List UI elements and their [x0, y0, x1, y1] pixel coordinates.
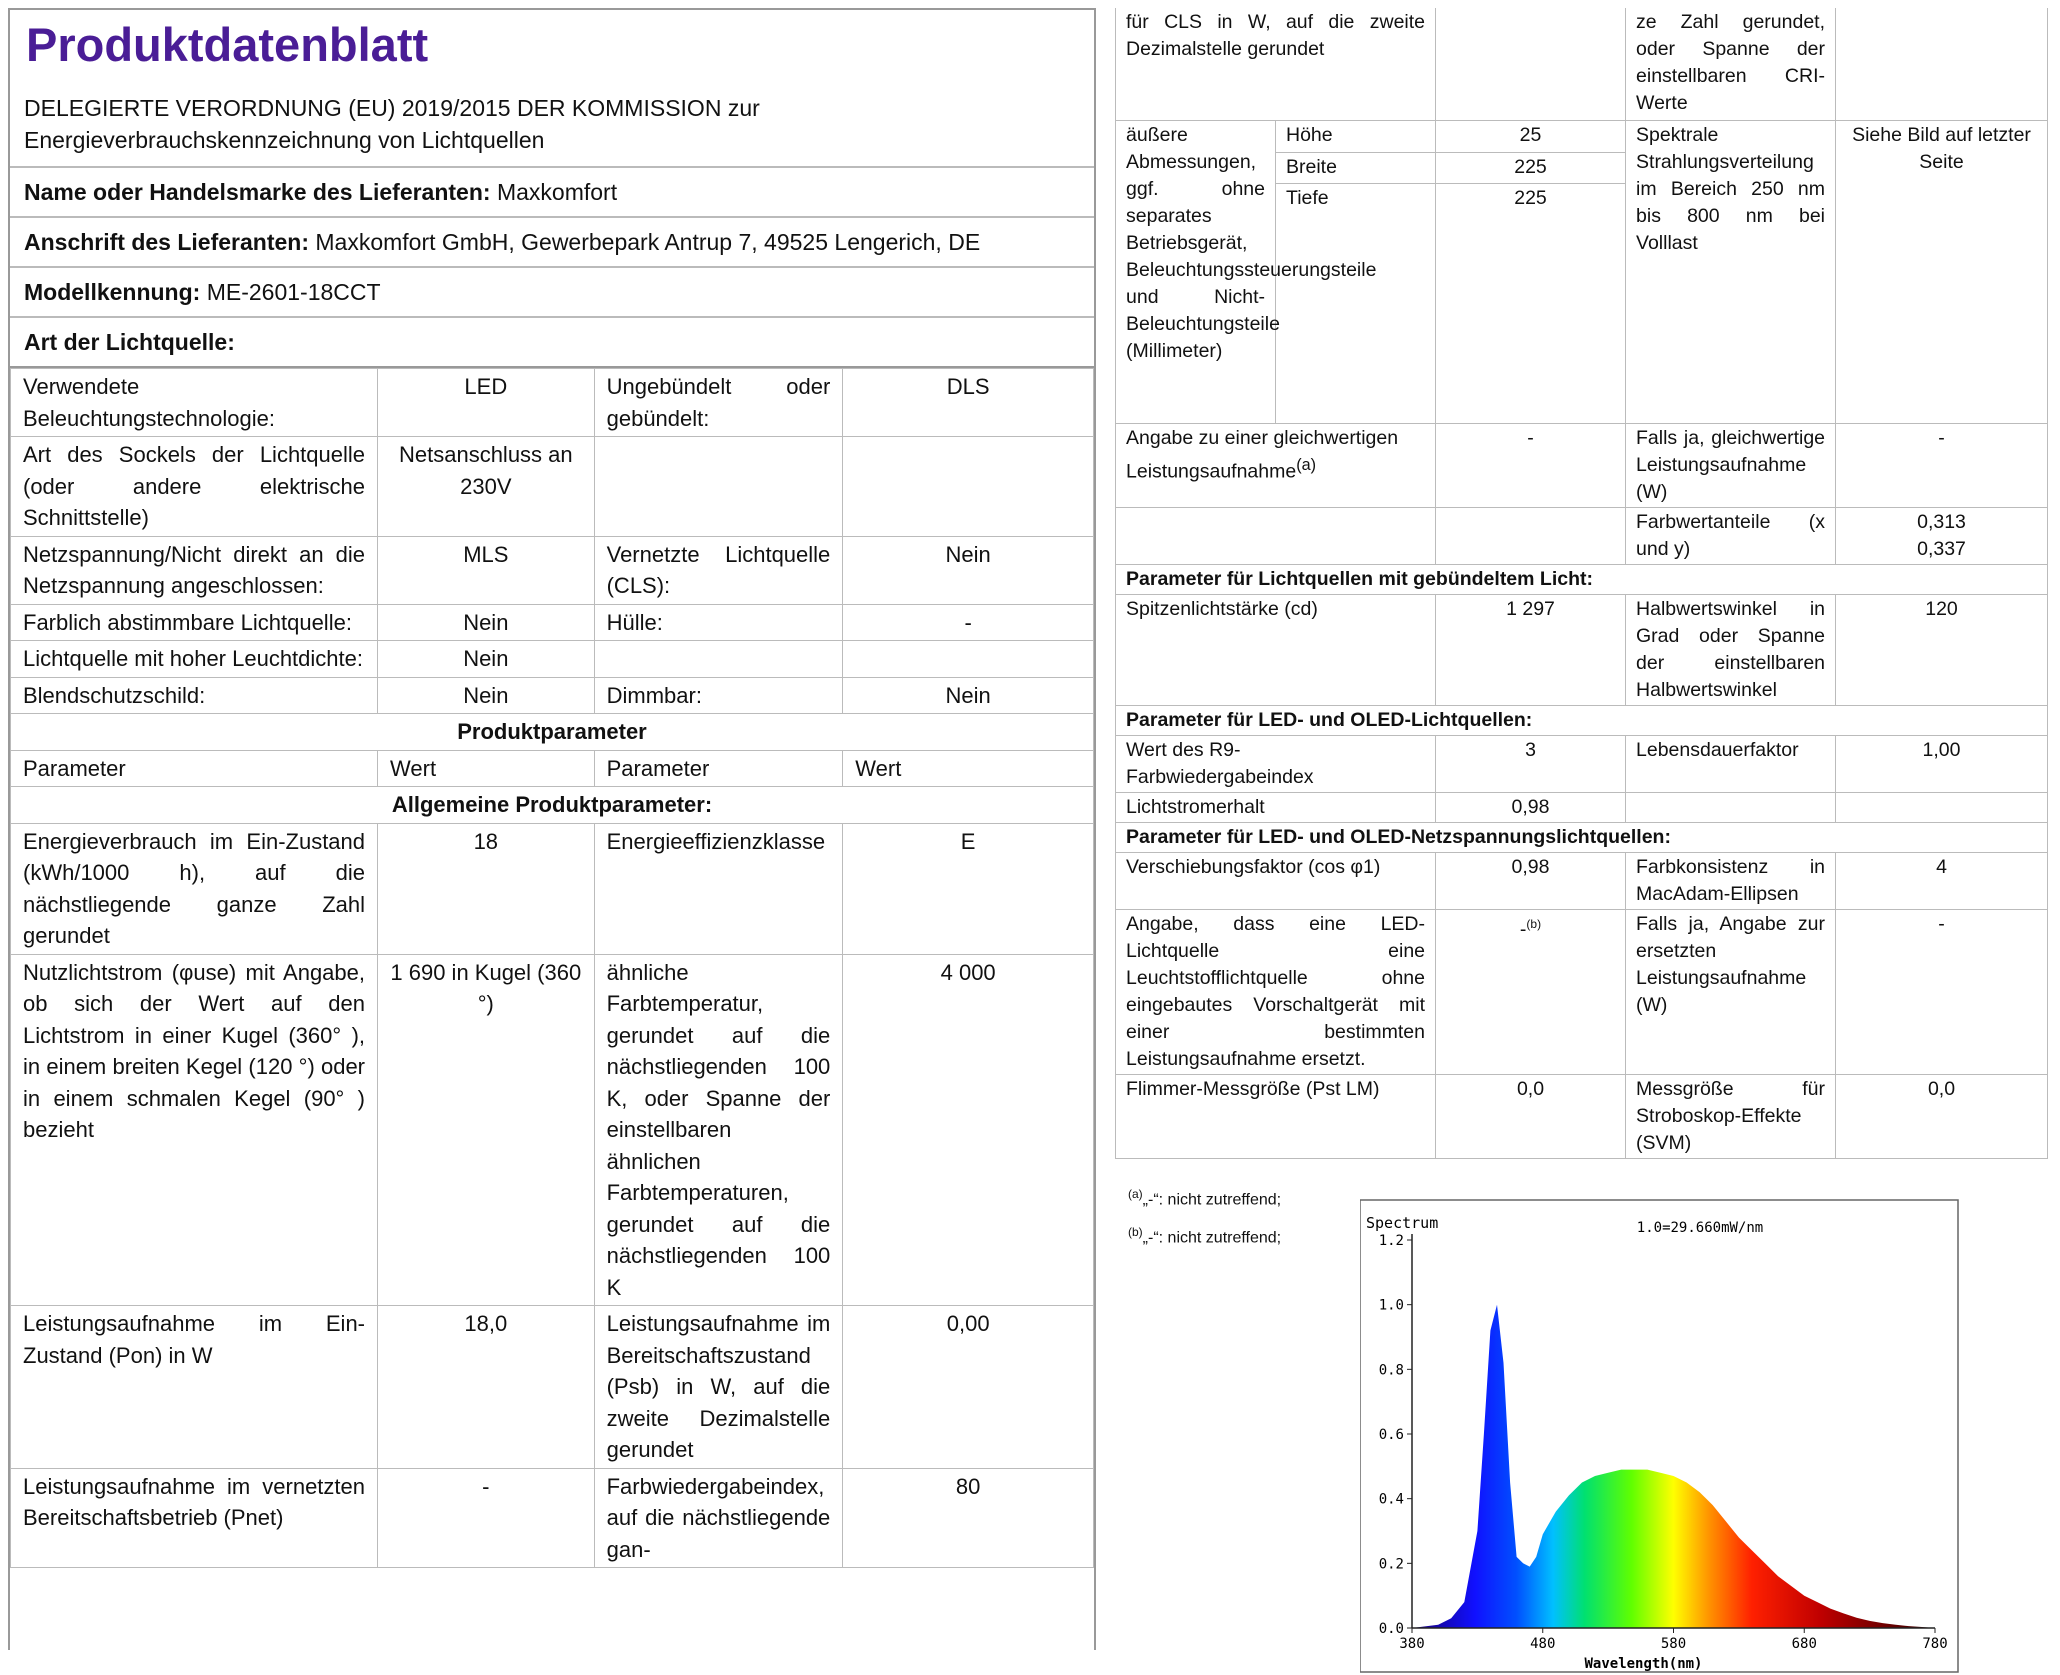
produktparam-value-1: 18: [378, 823, 595, 954]
equiv-label-text: Angabe zu einer gleichwertigen Leistungsaufnahme: [1126, 427, 1399, 483]
flicker-label: Flimmer-Messgröße (Pst LM): [1116, 1075, 1436, 1159]
produktparam-value-2: E: [843, 823, 1094, 954]
lightsource-param-1: Verwendete Beleuchtungstechnologie:: [11, 369, 378, 437]
halfangle-value: 120: [1836, 595, 2048, 706]
produktparam-row: [11, 823, 1094, 954]
lightsource-value-1: Nein: [378, 641, 595, 678]
allgemeine-heading: Allgemeine Produktparameter:: [11, 787, 1094, 824]
equiv-power-label: Falls ja, gleichwertige Leistungsaufnahme (W): [1626, 424, 1836, 508]
datasheet-left-column: [8, 8, 1096, 1650]
lightsource-param-2: [594, 437, 843, 537]
supplier-label: Name oder Handelsmarke des Lieferanten:: [24, 179, 491, 205]
supplier-row: [10, 168, 1094, 218]
footnote-b-mark: (b): [1128, 1225, 1143, 1240]
dim-tiefe-value: 225: [1436, 184, 1626, 424]
produktparam-value-2: 4 000: [843, 954, 1094, 1306]
lightsource-param-1: Art des Sockels der Lichtquelle (oder andere elektrische Schnittstelle): [11, 437, 378, 537]
macadam-label: Farbkonsistenz in MacAdam-Ellipsen: [1626, 853, 1836, 910]
lumen-value: 0,98: [1436, 793, 1626, 823]
cls-standby-cont: für CLS in W, auf die zweite Dezimalstelle gerundet: [1116, 8, 1436, 121]
dims-label: äußere Abmessungen, ggf. ohne separates Betriebsgerät, Beleuchtungssteuerungsteile und Nicht-Beleuchtungsteile (Millimeter): [1116, 121, 1276, 424]
cri-cont: ze Zahl gerundet, oder Spanne der einstellbaren CRI-Werte: [1626, 8, 1836, 121]
equiv-note-mark: (a): [1296, 456, 1317, 474]
empty-cell: [1436, 8, 1626, 121]
x-tick-label: 680: [1791, 1636, 1817, 1652]
lightsource-value-2: -: [843, 604, 1094, 641]
spectrum-chart: [1360, 1198, 1960, 1674]
produktparam-value-1: 1 690 in Kugel (360 °): [378, 954, 595, 1306]
dim-breite-value: 225: [1436, 152, 1626, 184]
lightsource-value-2: DLS: [843, 369, 1094, 437]
head-wert-1: Wert: [378, 750, 595, 787]
chroma-x: 0,313: [1917, 511, 1966, 533]
lightsource-value-2: [843, 437, 1094, 537]
produktparam-param-1: Energieverbrauch im Ein-Zustand (kWh/1000 h), auf die nächstliegende ganze Zahl gerundet: [11, 823, 378, 954]
model-value: ME-2601-18CCT: [206, 279, 381, 305]
lightsource-param-2: Ungebündelt oder gebündelt:: [594, 369, 843, 437]
lightsource-param-1: Blendschutzschild:: [11, 677, 378, 714]
dim-breite-label: Breite: [1276, 152, 1436, 184]
lightsource-value-1: MLS: [378, 536, 595, 604]
dim-hoehe-value: 25: [1436, 121, 1626, 153]
footnote-b: [1128, 1216, 1281, 1254]
svm-value: 0,0: [1836, 1075, 2048, 1159]
regulation-line1: DELEGIERTE VERORDNUNG (EU) 2019/2015 DER KOMMISSION zur: [24, 95, 760, 121]
empty-cell: [1116, 508, 1436, 565]
lightsource-row: [11, 677, 1094, 714]
head-parameter-2: Parameter: [594, 750, 843, 787]
fluor-label: Angabe, dass eine LED-Lichtquelle eine Leuchtstofflichtquelle ohne eingebautes Vorschaltgerät mit einer bestimmten Leistungsaufnahme ersetzt.: [1116, 910, 1436, 1075]
produktparam-param-1: Leistungsaufnahme im Ein-Zustand (Pon) in W: [11, 1306, 378, 1469]
lightsource-param-1: Lichtquelle mit hoher Leuchtdichte:: [11, 641, 378, 678]
x-tick-label: 380: [1399, 1636, 1425, 1652]
y-tick-label: 1.0: [1378, 1297, 1404, 1314]
chart-title: Spectrum: [1366, 1214, 1439, 1232]
produktparam-value-1: -: [378, 1468, 595, 1568]
spectral-label: Spektrale Strahlungsverteilung im Bereich 250 nm bis 800 nm bei Volllast: [1626, 121, 1836, 424]
produktparam-value-2: 0,00: [843, 1306, 1094, 1469]
produktparam-param-2: ähnliche Farbtemperatur, gerundet auf die nächstliegenden 100 K, oder Spanne der einstellbaren ähnlichen Farbtemperaturen, gerundet auf die nächstliegenden 100 K: [594, 954, 843, 1306]
x-tick-label: 580: [1660, 1636, 1687, 1652]
address-row: [10, 218, 1094, 268]
empty-cell: [1836, 793, 2048, 823]
type-label: Art der Lichtquelle:: [24, 329, 235, 355]
peak-value: 1 297: [1436, 595, 1626, 706]
model-row: [10, 268, 1094, 318]
lightsource-param-2: [594, 641, 843, 678]
head-wert-2: Wert: [843, 750, 1094, 787]
macadam-value: 4: [1836, 853, 2048, 910]
chart-annotation: 1.0=29.660mW/nm: [1636, 1220, 1764, 1236]
produktparam-param-2: Farbwiedergabeindex, auf die nächstliegende gan-: [594, 1468, 843, 1568]
footnote-a: [1128, 1178, 1281, 1216]
lightsource-row: [11, 369, 1094, 437]
equiv-power-value: -: [1836, 424, 2048, 508]
head-parameter-1: Parameter: [11, 750, 378, 787]
lightsource-row: [11, 604, 1094, 641]
produktparam-param-1: Nutzlichtstrom (φuse) mit Angabe, ob sich der Wert auf den Lichtstrom in einer Kugel (360° ), in einem breiten Kegel (120 °) oder in einem schmalen Kegel (90° ) bezieht: [11, 954, 378, 1306]
svm-label: Messgröße für Stroboskop-Effekte (SVM): [1626, 1075, 1836, 1159]
r9-value: 3: [1436, 736, 1626, 793]
chroma-label: Farbwertanteile (x und y): [1626, 508, 1836, 565]
footnote-a-text: „-“: nicht zutreffend;: [1142, 1191, 1282, 1209]
lightsource-row: [11, 536, 1094, 604]
equiv-value: -: [1436, 424, 1626, 508]
right-table: [1115, 8, 2048, 1159]
y-tick-label: 0.8: [1378, 1362, 1404, 1379]
flicker-value: 0,0: [1436, 1075, 1626, 1159]
cos-value: 0,98: [1436, 853, 1626, 910]
produktparam-row: [11, 1306, 1094, 1469]
chroma-y: 0,337: [1917, 538, 1966, 560]
page-title: Produktdatenblatt: [26, 18, 429, 71]
lightsource-row: [11, 437, 1094, 537]
section-led: Parameter für LED- und OLED-Lichtquellen:: [1116, 706, 2048, 736]
x-tick-label: 780: [1922, 1636, 1948, 1652]
lightsource-param-1: Farblich abstimmbare Lichtquelle:: [11, 604, 378, 641]
empty-cell: [1626, 793, 1836, 823]
lightsource-value-2: [843, 641, 1094, 678]
regulation-text: [10, 74, 1094, 168]
lightsource-row: [11, 641, 1094, 678]
produktparam-param-2: Leistungsaufnahme im Bereitschaftszustand (Psb) in W, auf die zweite Dezimalstelle gerundet: [594, 1306, 843, 1469]
supplier-value: Maxkomfort: [496, 179, 618, 205]
r9-label: Wert des R9-Farbwiedergabeindex: [1116, 736, 1436, 793]
fluor-value-text: -: [1519, 918, 1527, 941]
spectral-value: Siehe Bild auf letzter Seite: [1836, 121, 2048, 424]
x-axis-label: Wavelength(nm): [1584, 1656, 1703, 1672]
dim-hoehe-label: Höhe: [1276, 121, 1436, 153]
datasheet-right-column: [1115, 8, 2047, 1159]
lifetime-label: Lebensdauerfaktor: [1626, 736, 1836, 793]
chroma-value: [1836, 508, 2048, 565]
peak-label: Spitzenlichtstärke (cd): [1116, 595, 1436, 706]
produktparam-param-1: Leistungsaufnahme im vernetzten Bereitschaftsbetrieb (Pnet): [11, 1468, 378, 1568]
regulation-line2: Energieverbrauchskennzeichnung von Lichtquellen: [24, 127, 545, 153]
lightsource-param-2: Dimmbar:: [594, 677, 843, 714]
produktparameter-heading: Produktparameter: [11, 714, 1094, 751]
footnote-a-mark: (a): [1128, 1187, 1143, 1201]
lightsource-value-1: Netsanschluss an 230V: [378, 437, 595, 537]
fluor-note-mark: (b): [1526, 917, 1542, 931]
spectrum-area: [1412, 1305, 1935, 1628]
lightsource-value-1: LED: [378, 369, 595, 437]
y-tick-label: 0.2: [1378, 1556, 1404, 1573]
lumen-label: Lichtstromerhalt: [1116, 793, 1436, 823]
light-source-table: [10, 368, 1094, 1568]
address-value: Maxkomfort GmbH, Gewerbepark Antrup 7, 49525 Lengerich, DE: [315, 229, 981, 255]
lightsource-param-1: Netzspannung/Nicht direkt an die Netzspannung angeschlossen:: [11, 536, 378, 604]
lightsource-value-2: Nein: [843, 536, 1094, 604]
produktparam-row: [11, 954, 1094, 1306]
halfangle-label: Halbwertswinkel in Grad oder Spanne der einstellbaren Halbwertswinkel: [1626, 595, 1836, 706]
y-tick-label: 0.0: [1378, 1621, 1404, 1637]
y-tick-label: 0.6: [1378, 1427, 1404, 1443]
lightsource-value-2: Nein: [843, 677, 1094, 714]
x-tick-label: 480: [1530, 1636, 1556, 1652]
fluor-value: [1436, 910, 1626, 1075]
lightsource-value-1: Nein: [378, 677, 595, 714]
lightsource-param-2: Vernetzte Lichtquelle (CLS):: [594, 536, 843, 604]
section-netz: Parameter für LED- und OLED-Netzspannungslichtquellen:: [1116, 823, 2048, 853]
dim-tiefe-label: Tiefe: [1276, 184, 1436, 424]
address-label: Anschrift des Lieferanten:: [24, 229, 309, 255]
equiv-label: [1116, 424, 1436, 508]
empty-cell: [1836, 8, 2048, 121]
produktparam-row: [11, 1468, 1094, 1568]
produktparam-value-1: 18,0: [378, 1306, 595, 1469]
empty-cell: [1436, 508, 1626, 565]
y-tick-label: 0.4: [1378, 1491, 1404, 1508]
produktparam-param-2: Energieeffizienzklasse: [594, 823, 843, 954]
cos-label: Verschiebungsfaktor (cos φ1): [1116, 853, 1436, 910]
fluor-power-label: Falls ja, Angabe zur ersetzten Leistungsaufnahme (W): [1626, 910, 1836, 1075]
lightsource-param-2: Hülle:: [594, 604, 843, 641]
lightsource-value-1: Nein: [378, 604, 595, 641]
section-gebuendelt: Parameter für Lichtquellen mit gebündeltem Licht:: [1116, 565, 2048, 595]
produktparam-value-2: 80: [843, 1468, 1094, 1568]
model-label: Modellkennung:: [24, 279, 201, 305]
y-tick-label: 1.2: [1378, 1233, 1404, 1249]
type-heading: [10, 318, 1094, 368]
footnote-b-text: „-“: nicht zutreffend;: [1142, 1229, 1282, 1247]
fluor-power-value: -: [1836, 910, 2048, 1075]
lifetime-value: 1,00: [1836, 736, 2048, 793]
footnotes: [1128, 1178, 1281, 1255]
